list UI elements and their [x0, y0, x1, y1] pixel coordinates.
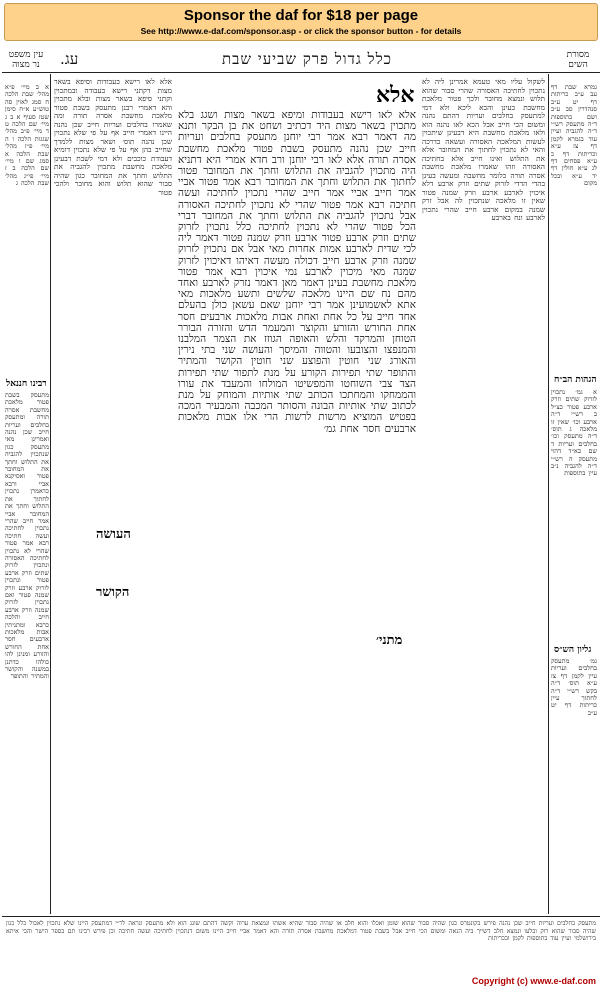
sponsor-title[interactable]: Sponsor the daf for $18 per page: [183, 7, 419, 24]
ein-mishpat-caption: עין משפט נר מצוה: [8, 50, 44, 70]
gilyon-label: גליון הש״ס: [554, 645, 592, 655]
mishnah-label: מתני׳: [376, 633, 403, 648]
column-rule-right: [548, 74, 549, 914]
header-rule: [2, 72, 600, 73]
gemara-text: אלא לאו רישא בעבודות ומיפא בשאר מצות ושגג בלא מתכוין בשאר מצות היד דכתיב ושחט את בן הבקר ותנא מה דאמר רבא אמר רבי יוחנן מתעסק בחלבים ועריות חייב שכן נהנה מתעסק בשבת פטור מלאכת מחשבת אסרה תורה אלא לאו רבי יוחנן ורב חדא אמרי היא דתניא היה מתכוין להגביה את התלוש וחתך את המחובר פטור לחתוך את התלוש וחתך את המחובר רבא אמר פטור אביי אמר חייב אביי אמר חייב שהרי נתכוין לחתיכה ועשה חתיכה רבא אמר פטור שהרי לא נתכוין לחתיכה האסורה אבל נתכוין להגביה את התלוש וחתך את המחובר דברי הכל פטור שהרי לא נתכוין לחתיכה כלל נתכוין לזרוק שתים וזרק ארבע פטור ארבע וזרק שמנה פטור דאמר ליה לכי שדית לארבע אמות אחרות מאי אבל אם נתכוין לזרוק שמנה וזרק ארבע חייב דכולה מעשה דאיהו דאיכוין לזרוק שמנה מאי מיכוין לארבע נמי איכוין רבא אמר פטור מלאכת מחשבת בעינן דאמר מאן דאמר נזרק לארבע ואחד מהם נח שם היינו מלאכה שלשים ותשע מלאכות מאי אתא לאשמועינן אמר רבי יוחנן שאם עשאן כולן בהעלם אחד חייב על כל אחת ואחת אבות מלאכות ארבעים חסר אחת החורש והזורע והקוצר והמעמר הדש והזורה הבורר הטוחן והמרקד והלש והאופה הגוזז את הצמר המלבנו והמנפצו והצובעו והטווה והמיסך והעושה שני בתי נירין והאורג שני חוטין והפוצע שני חוטין הקושר והמתיר והתופר שתי תפירות הקורע על מנת לתפור שתי תפירות הצד צבי השוחטו והמפשיטו המולחו והמעבד את עורו והממחקו והמחתכו הכותב שתי אותיות והמוחק על מנת לכתוב שתי אותיות הבונה והסותר המכבה והמבעיר המכה בפטיש המוציא מרשות לרשות הרי אלו אבות מלאכות ארבעים חסר אחת גמ׳: [178, 110, 416, 435]
page-number: עג.: [60, 50, 79, 68]
footer-rule: [2, 916, 600, 917]
sponsor-banner[interactable]: [4, 3, 598, 41]
sponsor-subtitle[interactable]: See http://www.e-daf.com/sponsor.asp - or click the sponsor button - for details: [140, 26, 462, 36]
ein-mishpat-notes: א ב מיי׳ פ״א מהל׳ שבת הלכה ח סמג לאוין סה טוש״ע א״ח סימן שטז סעיף א ב ג מיי׳ שם הלכה ט ד מיי׳ פ״ב מהל׳ שגגות הלכה ו ה מיי׳ פ״ז מהל׳ שבת הלכה א סמג שם ו מיי׳ שם הלכה ב ז מיי׳ פי״ג מהל׳ שבת הלכה ג: [5, 84, 49, 188]
hagahot-label: הגהות הב״ח: [554, 375, 597, 385]
hakosher-label: הקושר: [96, 585, 130, 600]
hagahot-habach: א גמ׳ נתכוין לזרוק שתים וזרק ארבע פטור כצ״ל ב רש״י ד״ה ארבע וכו׳ שאין זו מלאכה ג תוס׳ ד״ה מתעסק וכו׳ בחלבים ועריות ד שם בא״ד דהוי מתעסק ה רש״י ד״ה להגביה נ״ב עיין בתוספות: [551, 389, 597, 478]
masoret-hashas-caption: מסורת השים: [566, 50, 590, 70]
rabbeinu-chananel-text: מתעסק בשבת פטור מלאכת מחשבת אסרה תורה ומתעסק בחלבים ועריות חייב שכן נהנה ואמרינן מאי מתעסק כגון שנתכוין להגביה את התלוש וחתך את המחובר פטור ואסיקנא אביי ורבא כדאמרן נתכוין לחתוך את התלוש וחתך את המחובר אביי אמר חייב שהרי נתכוין לחתיכה ועשה חתיכה רבא אמר פטור שהרי לא נתכוין לחתיכה האסורה ונתכוין לזרוק שתים וזרק ארבע פטור ונתכוין לזרוק ארבע וזרק שמנה פטור ואם נתכוין לזרוק שמנה וזרק ארבע חייב והלכה כרבא ומתניתין אבות מלאכות ארבעים חסר אחת החורש והזורע ומנינן להו כולהו כדתנן במשנה והקושר והמתיר והתופר: [5, 392, 49, 681]
chapter-header: כלל גדול פרק שביעי שבת: [222, 50, 392, 68]
rashi-commentary: לשקול עליו מאי טעמא אמרינן ליה לא נתכוין לחתיכה האסורה שהרי סבור שהוא תלוש ונמצא מחובר ולכך פטור מלאכת מחשבת בעינן והכא ליכא ולא דמי למתעסק בחלבים ועריות דהתם נהנה ומשום הכי חייב אבל הכא לאו נהנה הוא ולאו מלאכת מחשבת היא דבעינן שיתכוין לעשות המלאכה האסורה ועשאה כדרכה והאי לא נתכוין לחתוך את המחובר אלא את התלוש ואינו חייב אלא בחתיכה האסורה וזהו שאמרו מלאכת מחשבת אסרה תורה כלומר מחשבה ומעשה בעינן בהדי הדדי לזרוק שתים וזרק ארבע דלא איכוין לארבע ארבע וזרק שמנה פטור שאין זו מלאכה שנתכוין לה אבל זרק שמנה במקום ארבע חייב שהרי נתכוין לארבע ונח בארבע: [422, 78, 545, 222]
gemara-opening-word: אלא: [376, 82, 415, 108]
column-rule-left: [50, 74, 51, 914]
haoseh-label: העושה: [96, 527, 131, 542]
tosafot-commentary: אלא לאו רישא בעבודות וסיפא בשאר מצות דקתני רישא בעבודה ובמתכוין וקתני סיפא בשאר מצות ובלא מתכוין והא דאמרי רבנן מתעסק בשבת פטור מלאכת מחשבת אסרה תורה ומה שאמרו בחלבים ועריות חייב שכן נהנה היינו דאמרי חייב אף על פי שלא נתכוין שכן נהנה תוס׳ ושאר מצות ללמדך שחייב בהן אף על פי שלא נתכוין דומיא דעבודת כוכבים ולא דמי לשבת דבעינן מלאכת מחשבת מתכוין להגביה את התלוש וחתך את המחובר כגון שהיה סבור שהוא תלוש והוא מחובר ולהכי פטור: [54, 78, 172, 197]
gilyon-hashas: גמ׳ מתעסק בחלבים ועריות עיין לקמן דף צז ע״א תוס׳ ד״ה בקש רש״י ד״ה לחתוך עיין כריתות דף יט ע״ב: [551, 658, 597, 717]
masoret-hashas-notes: גמרא שבת דף עב ע״ב כריתות דף יט ע״ב סנהדרין סב ע״ב ושם בתוספות ד״ה מתעסק רש״י ד״ה להגביה ועיין עוד בגמרא לקמן דף צז ע״א וכריתות דף כ ע״א פסחים דף לג ע״א חולין דף יד ע״א ובכל מקום: [551, 84, 597, 188]
talmud-page-scan: [2, 44, 600, 975]
rabbeinu-chananel-label: רבינו חננאל: [6, 379, 47, 389]
copyright-notice: Copyright (c) www.e-daf.com: [471, 976, 596, 986]
footer-commentary: מתעסק בחלבים ועריות חייב שכן נהנה פירש בקונטרס כגון שהיה סבור שהוא שומן ואכלו והוא חלב או שהיה סבור שהיא אשתו ונמצאת ערוה וקשה דהתם שוגג הוא ולא מתעסק ונראה לר״י דמתעסק היינו שלא נתכוין לאכול כלל כגון שהיה סבור שהוא רוק ובלעו ונמצא חלב דשייך ביה הנאה ומשום הכי חייב אבל בשבת פטור דמלאכת מחשבת אסרה תורה והא דאמר אביי חייב היינו משום דנתכוין לחתיכה ועשה חתיכה וכן פירש רבינו תם בספר הישר והכי איתא בירושלמי ועיין עוד בתוספות לקמן ובכריתות: [6, 920, 596, 943]
